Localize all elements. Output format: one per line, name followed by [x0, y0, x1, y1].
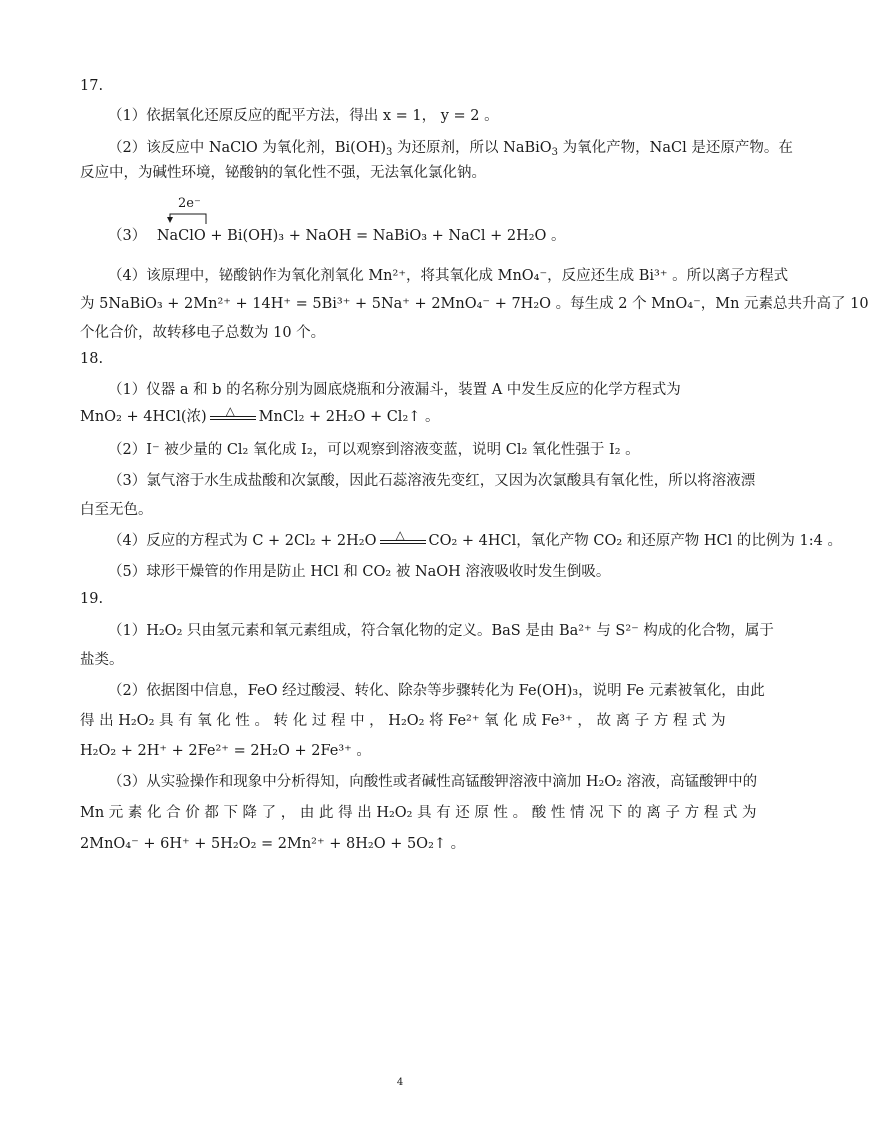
electron-transfer-arrow-icon: [166, 198, 211, 226]
q18-part5: （5）球形干燥管的作用是防止 HCl 和 CO₂ 被 NaOH 溶液吸收时发生倒吸。: [108, 564, 611, 580]
q19-part3-line1: （3）从实验操作和现象中分析得知，向酸性或者碱性高锰酸钾溶液中滴加 H₂O₂ 溶液，高锰酸钾中的: [108, 774, 758, 790]
q17-part2-line2: 反应中，为碱性环境，铋酸钠的氧化性不强，无法氧化氯化钠。: [80, 165, 486, 181]
q18-part4: （4）反应的方程式为 C + 2Cl₂ + 2H₂O △ CO₂ + 4HCl，氧化产物 CO₂ 和还原产物 HCl 的比例为 1:4 。: [108, 528, 842, 549]
q19-part3-line2: Mn 元 素 化 合 价 都 下 降 了 ， 由 此 得 出 H₂O₂ 具 有 还 原 性 。 酸 性 情 况 下 的 离 子 方 程 式 为: [80, 805, 757, 821]
q19-part2-line3: H₂O₂ + 2H⁺ + 2Fe²⁺ = 2H₂O + 2Fe³⁺ 。: [80, 743, 371, 759]
electron-count-label: 2e⁻: [178, 196, 201, 211]
q17-part4-line3: 个化合价，故转移电子总数为 10 个。: [80, 325, 326, 341]
q17-part3: （3） NaClO + Bi(OH)₃ + NaOH = NaBiO₃ + NaCl + 2H₂O 。: [108, 228, 566, 244]
question-17-number: 17.: [80, 78, 104, 94]
q18-part1-line1: （1）仪器 a 和 b 的名称分别为圆底烧瓶和分液漏斗，装置 A 中发生反应的化学方程式为: [108, 382, 681, 398]
q19-part3-line3: 2MnO₄⁻ + 6H⁺ + 5H₂O₂ = 2Mn²⁺ + 8H₂O + 5O₂↑ 。: [80, 836, 466, 852]
q18-part2: （2）I⁻ 被少量的 Cl₂ 氧化成 I₂，可以观察到溶液变蓝，说明 Cl₂ 氧化性强于 I₂ 。: [108, 442, 640, 458]
q17-part4-line2: 为 5NaBiO₃ + 2Mn²⁺ + 14H⁺ = 5Bi³⁺ + 5Na⁺ + 2MnO₄⁻ + 7H₂O 。每生成 2 个 MnO₄⁻，Mn 元素总共升高了 10: [80, 296, 869, 312]
q18-part1-line2: MnO₂ + 4HCl(浓) △ MnCl₂ + 2H₂O + Cl₂↑ 。: [80, 404, 440, 425]
q19-part2-line1: （2）依据图中信息，FeO 经过酸浸、转化、除杂等步骤转化为 Fe(OH)₃，说明 Fe 元素被氧化，由此: [108, 683, 765, 699]
q18-part3-line2: 白至无色。: [80, 502, 153, 518]
question-18-number: 18.: [80, 351, 104, 367]
heating-condition-sign: △: [210, 409, 256, 425]
q17-part1: （1）依据氧化还原反应的配平方法，得出 x = 1， y = 2 。: [108, 108, 499, 124]
page-number: 4: [396, 1077, 404, 1088]
q18-part3-line1: （3）氯气溶于水生成盐酸和次氯酸，因此石蕊溶液先变红，又因为次氯酸具有氧化性，所以将溶液漂: [108, 473, 756, 489]
q17-part4-line1: （4）该原理中，铋酸钠作为氧化剂氧化 Mn²⁺，将其氧化成 MnO₄⁻，反应还生成 Bi³⁺ 。所以离子方程式: [108, 268, 789, 284]
electron-transfer-bridge: [166, 198, 206, 224]
heating-condition-sign-2: △: [380, 533, 426, 549]
q19-part1-line1: （1）H₂O₂ 只由氢元素和氧元素组成，符合氧化物的定义。BaS 是由 Ba²⁺ 与 S²⁻ 构成的化合物，属于: [108, 623, 774, 639]
q19-part1-line2: 盐类。: [80, 652, 124, 668]
q19-part2-line2: 得 出 H₂O₂ 具 有 氧 化 性 。 转 化 过 程 中 ， H₂O₂ 将 Fe²⁺ 氧 化 成 Fe³⁺ ， 故 离 子 方 程 式 为: [80, 713, 726, 729]
question-19-number: 19.: [80, 591, 104, 607]
q17-part2-line1: （2）该反应中 NaClO 为氧化剂，$Bi(OH)_3$ 为还原剂，所以 NaBiO$_3$ 为氧化产物，NaCl 是还原产物。在: [108, 140, 793, 158]
